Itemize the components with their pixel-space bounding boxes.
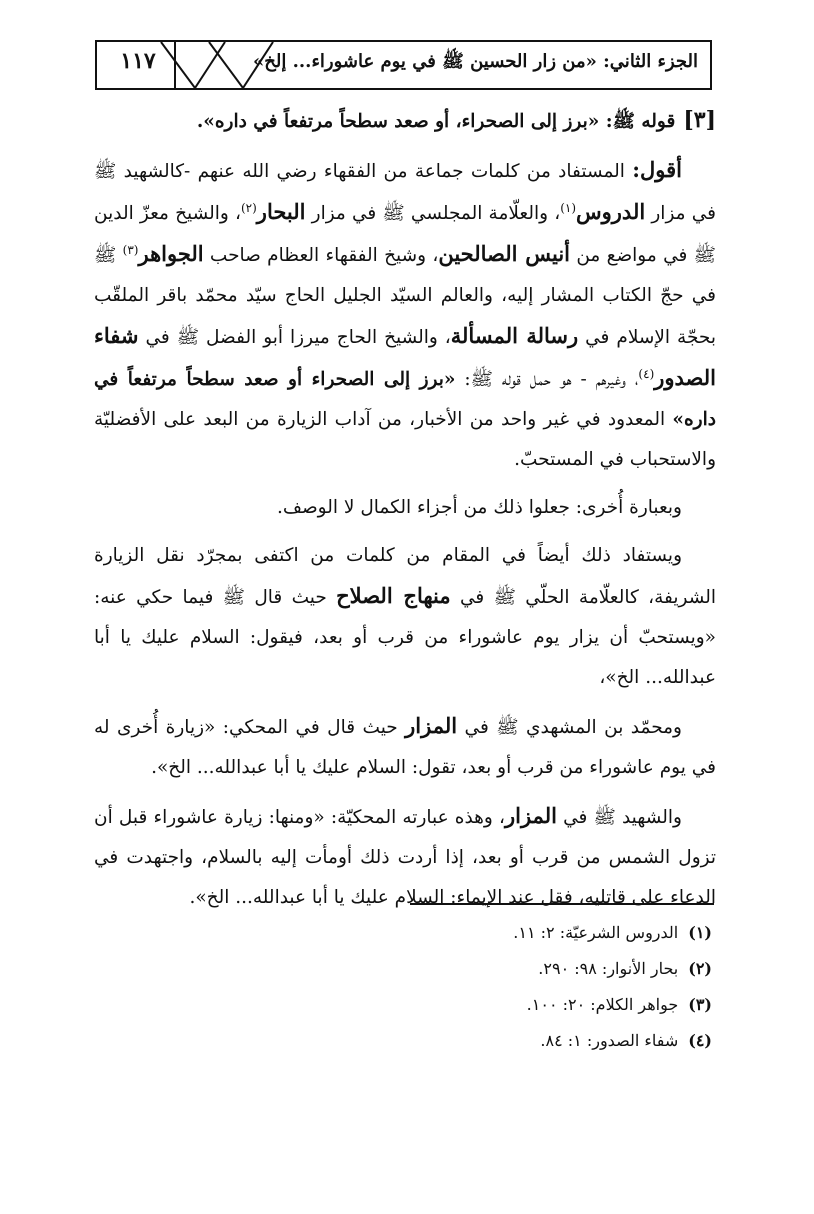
- quoted-heading: قوله ﷺ: «برز إلى الصحراء، أو صعد سطحاً مرتفعاً في داره».: [196, 111, 676, 132]
- paragraph-6: والشهيد ﷺ في المزار، وهذه عبارته المحكيّة: «ومنها: زيارة عاشوراء قبل أن تزول الشمس من قرب أو بعد، إذا أردت ذلك أومأت إليه بالسلام، واجتهدت في الدعاء على قاتليه، فقل عند الإيماء: السلام عليك يا أبا عبدالله... الخ».: [94, 803, 716, 908]
- footnote-text: الدروس الشرعيّة: ٢: ١١.: [513, 923, 679, 942]
- book-title: البحار: [256, 199, 306, 224]
- book-title: الجواهر: [138, 241, 204, 266]
- footnote-ref[interactable]: (٤): [638, 366, 655, 381]
- footnote-number: (٤): [688, 1031, 712, 1050]
- book-title: الدروس: [576, 199, 646, 224]
- running-header: [95, 40, 712, 90]
- footnote-text: جواهر الكلام: ٢٠: ١٠٠.: [526, 995, 679, 1014]
- paragraph-5: ومحمّد بن المشهدي ﷺ في المزار حيث قال في المحكي: «زيارة أُخرى له في يوم عاشوراء من قرب أو بعد، تقول: السلام عليك يا أبا عبدالله... الخ».: [94, 713, 716, 778]
- footnote: [300, 915, 712, 951]
- footnote-divider: [410, 903, 714, 905]
- footnote-number: (١): [688, 923, 712, 942]
- book-title: رسالة المسألة: [450, 323, 579, 348]
- footnote-ref[interactable]: (٣): [122, 242, 139, 257]
- footnote-text: شفاء الصدور: ١: ٨٤.: [540, 1031, 679, 1050]
- paragraph-4: ويستفاد ذلك أيضاً في المقام من كلمات من اكتفى بمجرّد نقل الزيارة الشريفة، كالعلّامة الحلّي ﷺ في منهاج الصلاح حيث قال ﷺ فيما حكي عنه: «ويستحبّ أن يزار يوم عاشوراء من قرب أو بعد، فيقول: السلام عليك يا أبا عبدالله... الخ»،: [94, 545, 717, 688]
- footnote-number: (٣): [688, 995, 712, 1014]
- section-number: [٣]: [683, 107, 716, 133]
- book-title: المزار: [504, 803, 557, 828]
- footnote-text: بحار الأنوار: ٩٨: ٢٩٠.: [538, 959, 679, 978]
- paragraph-1: [94, 100, 716, 142]
- page-number: ١١٧: [120, 48, 156, 74]
- paragraph-3: وبعبارة أُخرى: جعلوا ذلك من أجزاء الكمال لا الوصف.: [276, 497, 682, 518]
- footnote: [300, 1023, 712, 1059]
- body-text: [94, 100, 716, 926]
- footnote-ref[interactable]: (١): [560, 200, 577, 215]
- book-title: المزار: [405, 713, 458, 738]
- footnote-ref[interactable]: (٢): [240, 200, 257, 215]
- footnote-number: (٢): [688, 959, 712, 978]
- footnote: [300, 987, 712, 1023]
- footnote: [300, 951, 712, 987]
- intro-word: أقول:: [632, 157, 682, 182]
- book-title: أنيس الصالحين: [438, 241, 571, 266]
- paragraph-2: أقول: المستفاد من كلمات جماعة من الفقهاء رضي الله عنهم -كالشهيد ﷺ في مزار الدروس$^{(١)}$، والعلّامة المجلسي ﷺ في مزار البحار$^{(٢)}$، والشيخ معزّ الدين ﷺ في مواضع من أنيس الصالحين، وشيخ الفقهاء العظام صاحب الجواهر$^{(٣)}$ ﷺ في حجّ الكتاب المشار إليه، والعالم السيّد الجليل الحاج سيّد محمّد باقر الملقّب بحجّة الإسلام في رسالة المسألة، والشيخ الحاج ميرزا أبو الفضل ﷺ في شفاء الصدور$^{(٤)}$، وغيرهم - هو حمل قوله ﷺ: «برز إلى الصحراء أو صعد سطحاً مرتفعاً في داره» المعدود في غير واحد من الأخبار، من آداب الزيارة من البعد على الأفضليّة والاستحباب في المستحبّ.: [94, 157, 716, 470]
- running-title: الجزء الثاني: «من زار الحسين ﷺ في يوم عاشوراء... إلخ»: [253, 51, 698, 72]
- book-title: منهاج الصلاح: [336, 583, 451, 608]
- book-title: شفاء الصدور: [94, 323, 716, 390]
- quoted-text: «برز إلى الصحراء أو صعد سطحاً مرتفعاً في داره»: [94, 369, 716, 430]
- footnotes: [300, 915, 712, 1059]
